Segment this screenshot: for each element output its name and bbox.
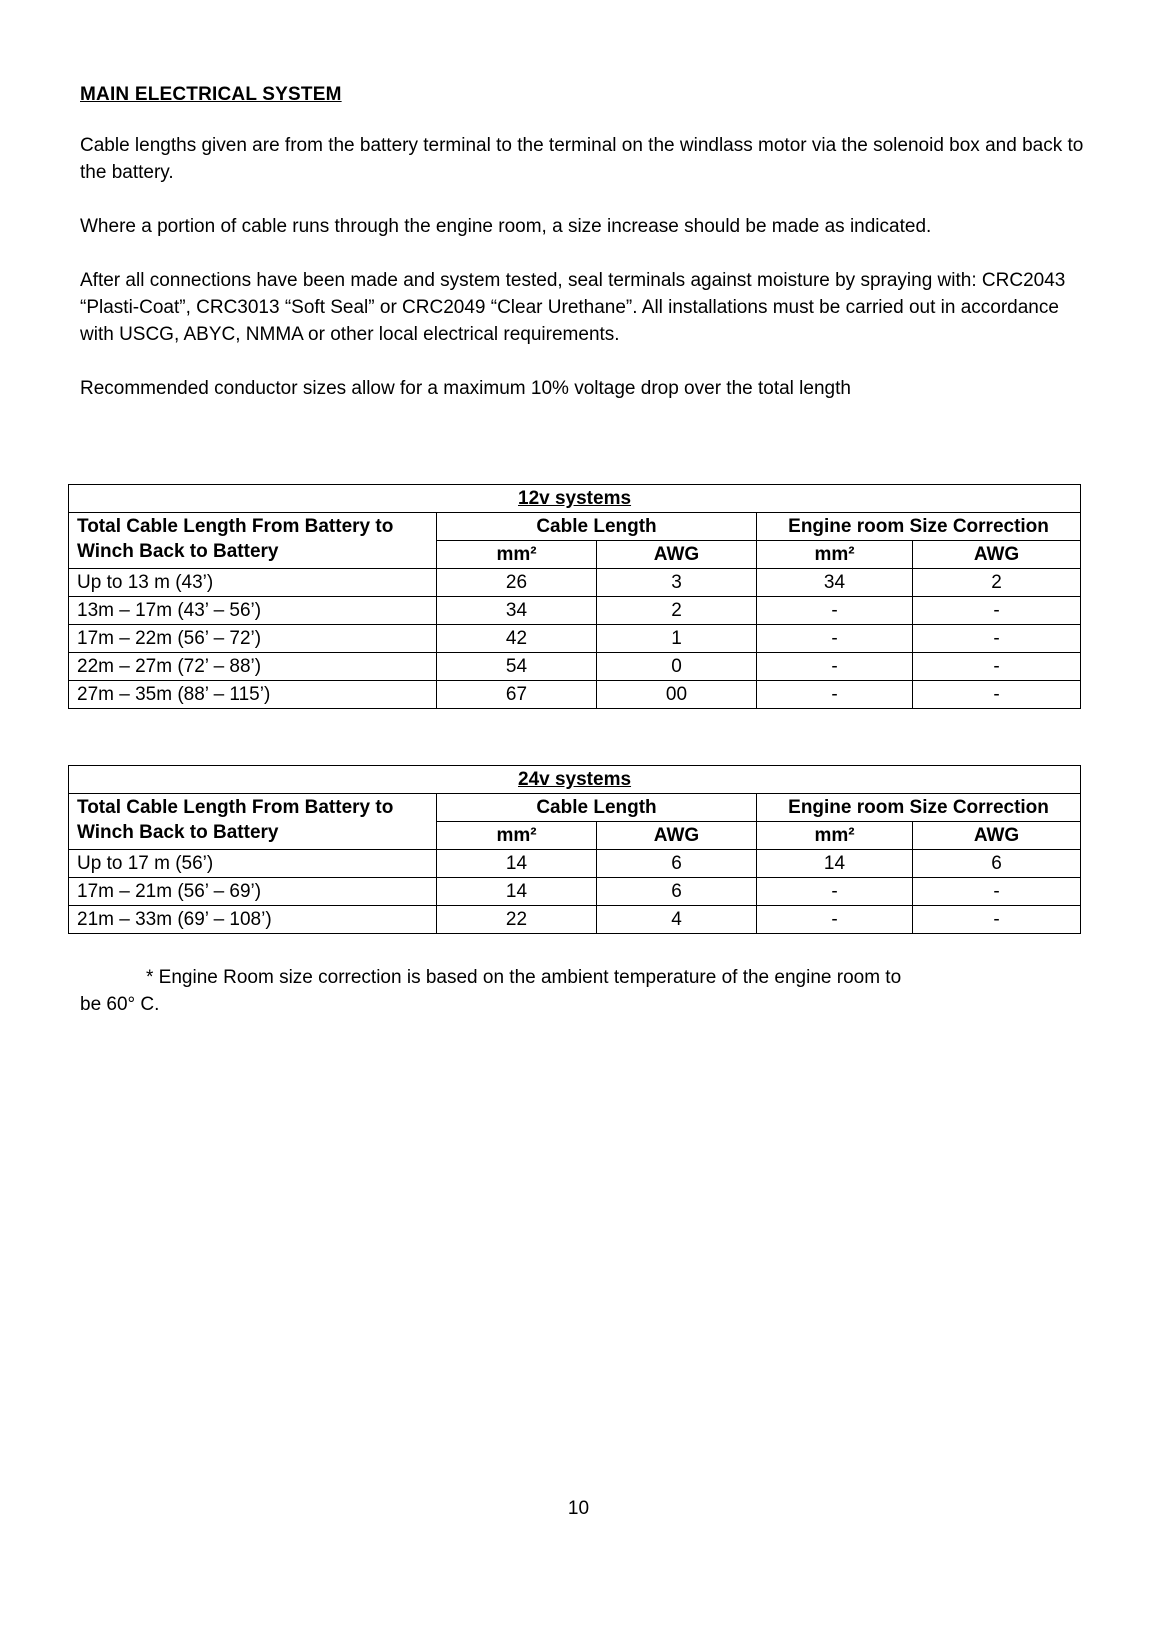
table-row xyxy=(69,597,1081,625)
table-caption-row xyxy=(69,766,1081,794)
table-group-header-row xyxy=(69,794,1081,822)
er-mm-cell: - xyxy=(757,878,913,906)
mm-subheader-cell: mm² xyxy=(437,822,597,850)
er-mm-cell: - xyxy=(757,906,913,934)
er-mm-cell: 34 xyxy=(757,569,913,597)
cable-length-header-cell: Cable Length xyxy=(437,794,757,822)
table-caption: 24v systems xyxy=(69,766,1081,794)
er-awg-cell: - xyxy=(913,597,1081,625)
table-group-header-row xyxy=(69,513,1081,541)
engine-room-footnote xyxy=(80,964,1085,1018)
er-awg-subheader-cell: AWG xyxy=(913,541,1081,569)
awg-cell: 6 xyxy=(597,850,757,878)
er-mm-cell: - xyxy=(757,653,913,681)
mm-cell: 42 xyxy=(437,625,597,653)
er-awg-cell: - xyxy=(913,653,1081,681)
table-row xyxy=(69,569,1081,597)
mm-cell: 14 xyxy=(437,850,597,878)
table-24v-systems xyxy=(68,765,1081,934)
er-awg-cell: - xyxy=(913,878,1081,906)
er-awg-cell: - xyxy=(913,906,1081,934)
row-label-cell: 27m – 35m (88’ – 115’) xyxy=(69,681,437,709)
row-label-cell: 22m – 27m (72’ – 88’) xyxy=(69,653,437,681)
er-awg-cell: - xyxy=(913,625,1081,653)
row-label-cell: Up to 13 m (43’) xyxy=(69,569,437,597)
row-label-cell: 13m – 17m (43’ – 56’) xyxy=(69,597,437,625)
er-mm-subheader-cell: mm² xyxy=(757,822,913,850)
er-awg-cell: - xyxy=(913,681,1081,709)
row-label-cell: 17m – 22m (56’ – 72’) xyxy=(69,625,437,653)
er-mm-cell: - xyxy=(757,597,913,625)
paragraph-cable-lengths: Cable lengths given are from the battery terminal to the terminal on the windlass motor via the solenoid box and back to the battery. xyxy=(80,135,1084,183)
footnote-line: be 60° C. xyxy=(80,994,160,1015)
table-12v-systems xyxy=(68,484,1081,709)
table-row xyxy=(69,625,1081,653)
mm-subheader-cell: mm² xyxy=(437,541,597,569)
er-mm-cell: - xyxy=(757,625,913,653)
awg-cell: 1 xyxy=(597,625,757,653)
page-title: MAIN ELECTRICAL SYSTEM xyxy=(80,84,342,105)
awg-cell: 2 xyxy=(597,597,757,625)
awg-cell: 0 xyxy=(597,653,757,681)
er-awg-subheader-cell: AWG xyxy=(913,822,1081,850)
table-row xyxy=(69,878,1081,906)
er-mm-cell: 14 xyxy=(757,850,913,878)
mm-cell: 54 xyxy=(437,653,597,681)
awg-cell: 00 xyxy=(597,681,757,709)
row-label-cell: 21m – 33m (69’ – 108’) xyxy=(69,906,437,934)
mm-cell: 14 xyxy=(437,878,597,906)
paragraph-engine-room: Where a portion of cable runs through the engine room, a size increase should be made as indicated. xyxy=(80,216,932,237)
paragraph-connections: After all connections have been made and system tested, seal terminals against moisture by spraying with: CRC2043 “Plasti-Coat”, CRC3013 “Soft Seal” or CRC2049 “Clear Urethane”. All installations must be carried out in accordance with USCG, ABYC, NMMA or other local electrical requirements. xyxy=(80,270,1066,345)
table-row xyxy=(69,850,1081,878)
table-caption: 12v systems xyxy=(69,485,1081,513)
awg-cell: 4 xyxy=(597,906,757,934)
awg-cell: 6 xyxy=(597,878,757,906)
awg-subheader-cell: AWG xyxy=(597,541,757,569)
col1-header-cell: Total Cable Length From Battery to Winch Back to Battery xyxy=(69,513,437,569)
table-caption-row xyxy=(69,485,1081,513)
mm-cell: 26 xyxy=(437,569,597,597)
row-label-cell: 17m – 21m (56’ – 69’) xyxy=(69,878,437,906)
engine-room-header-cell: Engine room Size Correction xyxy=(757,513,1081,541)
er-mm-cell: - xyxy=(757,681,913,709)
mm-cell: 22 xyxy=(437,906,597,934)
page-number: 10 xyxy=(567,1498,590,1519)
col1-header-cell: Total Cable Length From Battery to Winch Back to Battery xyxy=(69,794,437,850)
er-awg-cell: 2 xyxy=(913,569,1081,597)
table-row xyxy=(69,653,1081,681)
mm-cell: 67 xyxy=(437,681,597,709)
awg-subheader-cell: AWG xyxy=(597,822,757,850)
paragraph-conductor-sizes: Recommended conductor sizes allow for a maximum 10% voltage drop over the total length xyxy=(80,378,851,399)
awg-cell: 3 xyxy=(597,569,757,597)
table-row xyxy=(69,906,1081,934)
table-row xyxy=(69,681,1081,709)
row-label-cell: Up to 17 m (56’) xyxy=(69,850,437,878)
footnote-line: * Engine Room size correction is based on the ambient temperature of the engine room to xyxy=(146,967,902,988)
er-awg-cell: 6 xyxy=(913,850,1081,878)
engine-room-header-cell: Engine room Size Correction xyxy=(757,794,1081,822)
cable-length-header-cell: Cable Length xyxy=(437,513,757,541)
er-mm-subheader-cell: mm² xyxy=(757,541,913,569)
mm-cell: 34 xyxy=(437,597,597,625)
